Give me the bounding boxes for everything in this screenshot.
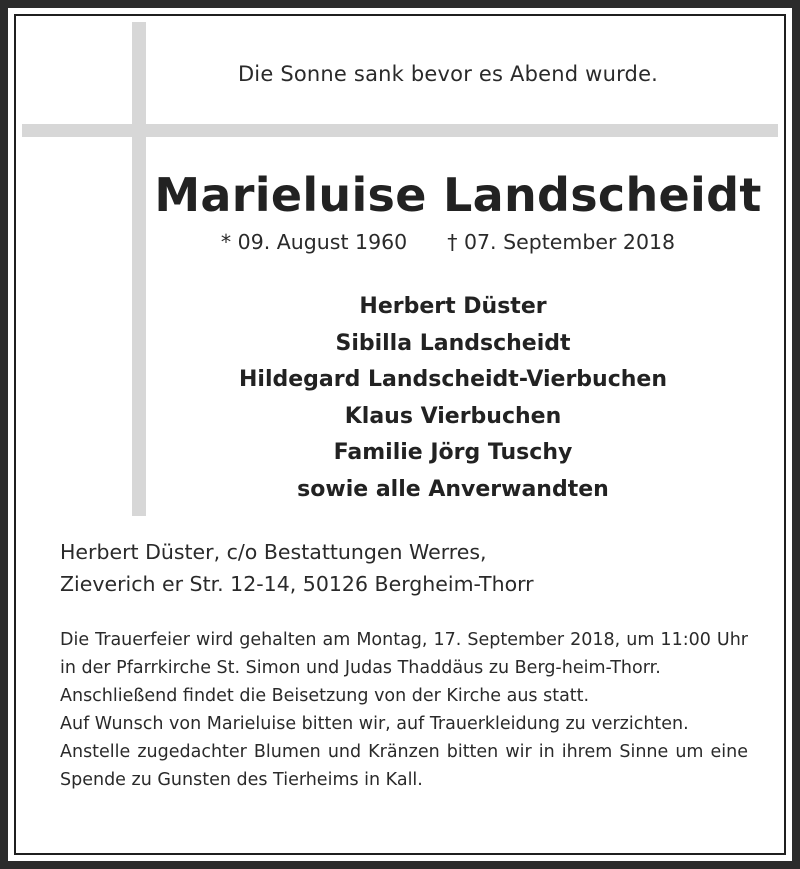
cross-horizontal-beam bbox=[22, 124, 778, 137]
info-paragraph: Anstelle zugedachter Blumen und Kränzen bitten wir in ihrem Sinne um eine Spende zu Gunsten des Tierheims in Kall. bbox=[60, 742, 748, 790]
service-information bbox=[60, 626, 748, 794]
info-paragraph: Anschließend findet die Beisetzung von der Kirche aus statt. bbox=[60, 686, 590, 706]
mourner: sowie alle Anverwandten bbox=[297, 476, 609, 502]
mourner: Familie Jörg Tuschy bbox=[333, 440, 573, 465]
cross-vertical-beam bbox=[132, 22, 146, 516]
mourner: Herbert Düster bbox=[359, 294, 547, 319]
deceased-name: Marieluise Landscheidt bbox=[154, 168, 762, 222]
obituary-notice bbox=[8, 8, 792, 861]
contact-line: Herbert Düster, c/o Bestattungen Werres, bbox=[60, 540, 487, 564]
contact-address bbox=[60, 536, 534, 600]
info-paragraph: Auf Wunsch von Marieluise bitten wir, auf Trauerkleidung zu verzichten. bbox=[60, 714, 689, 734]
info-paragraph: Die Trauerfeier wird gehalten am Montag, 17. September 2018, um 11:00 Uhr in der Pfarrkirche St. Simon und Judas Thaddäus zu Berg-heim-Thorr. bbox=[60, 630, 748, 678]
motto: Die Sonne sank bevor es Abend wurde. bbox=[237, 62, 659, 86]
death-date: † 07. September 2018 bbox=[447, 230, 676, 254]
contact-line: Zieverich er Str. 12-14, 50126 Bergheim-Thorr bbox=[60, 572, 534, 596]
life-dates bbox=[208, 230, 688, 254]
mourner: Klaus Vierbuchen bbox=[344, 403, 562, 429]
mourner: Sibilla Landscheidt bbox=[335, 330, 571, 356]
mourners-list bbox=[168, 289, 738, 508]
birth-date: * 09. August 1960 bbox=[220, 230, 408, 254]
mourner: Hildegard Landscheidt-Vierbuchen bbox=[239, 367, 667, 392]
